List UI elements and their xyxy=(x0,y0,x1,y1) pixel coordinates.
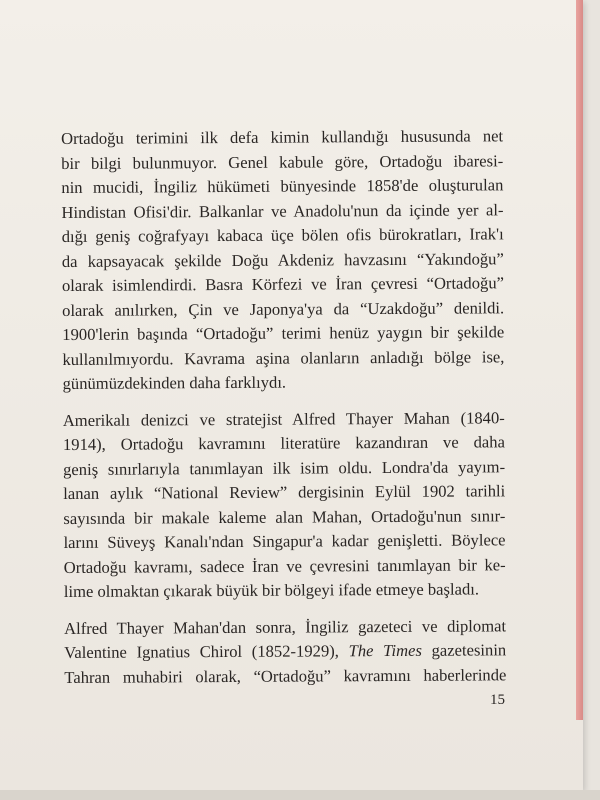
text-line: Ortadoğu terimini ilk defa kimin kullandığı hususunda net xyxy=(61,126,504,148)
text-line: Ortadoğu kavramı, sadece İran ve çevresini tanımlayan bir ke- xyxy=(63,554,506,577)
text-segment: Valentine Ignatius Chirol (1852-1929), xyxy=(64,641,349,662)
text-line: olarak isimlendirdi. Basra Körfezi ve İran çevresi “Ortadoğu” xyxy=(61,273,505,295)
text-line: nin mucidi, İngiliz hükümeti bünyesinde 1858'de oluşturulan xyxy=(61,175,504,197)
text-line: lime olmaktan çıkarak büyük bir bölgeyi ifade etmeye başladı. xyxy=(63,579,480,601)
paragraph-1 xyxy=(61,124,505,396)
text-segment: gazetesinin xyxy=(421,640,507,660)
text-line: olarak anılırken, Çin ve Japonya'ya da “Uzakdoğu” denildi. xyxy=(62,297,505,320)
text-line: sayısında bir makale kaleme alan Mahan, Ortadoğu'nun sınır- xyxy=(63,505,506,528)
text-line-with-italic xyxy=(64,638,506,665)
text-line: günümüzdekinden daha farklıydı. xyxy=(62,372,287,393)
text-line: Tahran muhabiri olarak, “Ortadoğu” kavramını haberlerinde xyxy=(64,664,507,687)
newspaper-title: The Times xyxy=(348,640,422,661)
paragraph-3 xyxy=(64,614,506,690)
body-text xyxy=(61,124,507,702)
text-line: 1914), Ortadoğu kavramını literatüre kazandıran ve daha xyxy=(62,432,505,454)
surface-below-page xyxy=(0,790,600,800)
text-line: Amerikalı denizci ve stratejist Alfred Thayer Mahan (1840- xyxy=(62,407,505,430)
text-line: Alfred Thayer Mahan'dan sonra, İngiliz gazeteci ve diplomat xyxy=(64,615,507,638)
text-line: Hindistan Ofisi'dir. Balkanlar ve Anadolu'nun da içinde yer al- xyxy=(61,199,504,222)
text-line: larını Süveyş Kanalı'ndan Singapur'a kadar genişletti. Böylece xyxy=(63,530,506,552)
text-line: da kapsayacak şekilde Doğu Akdeniz havzasını “Yakındoğu” xyxy=(61,248,504,271)
text-line: geniş sınırlarıyla tanımlayan ilk isim oldu. Londra'da yayım- xyxy=(63,456,506,479)
text-line: lanan aylık “National Review” dergisinin Eylül 1902 tarihli xyxy=(63,481,506,503)
text-line: dığı geniş coğrafyayı kabaca üçe bölen ofis bürokratları, Irak'ı xyxy=(61,224,504,246)
page-number: 15 xyxy=(490,692,505,708)
text-line: kullanılmıyordu. Kavrama aşina olanların anladığı bölge ise, xyxy=(62,346,505,369)
text-line: bir bilgi bulunmuyor. Genel kabule göre, Ortadoğu ibaresi- xyxy=(61,150,504,173)
page-edge-stripe xyxy=(576,0,583,720)
text-line: 1900'lerin başında “Ortadoğu” terimi henüz yaygın bir şekilde xyxy=(62,322,505,344)
paragraph-2 xyxy=(63,406,506,605)
